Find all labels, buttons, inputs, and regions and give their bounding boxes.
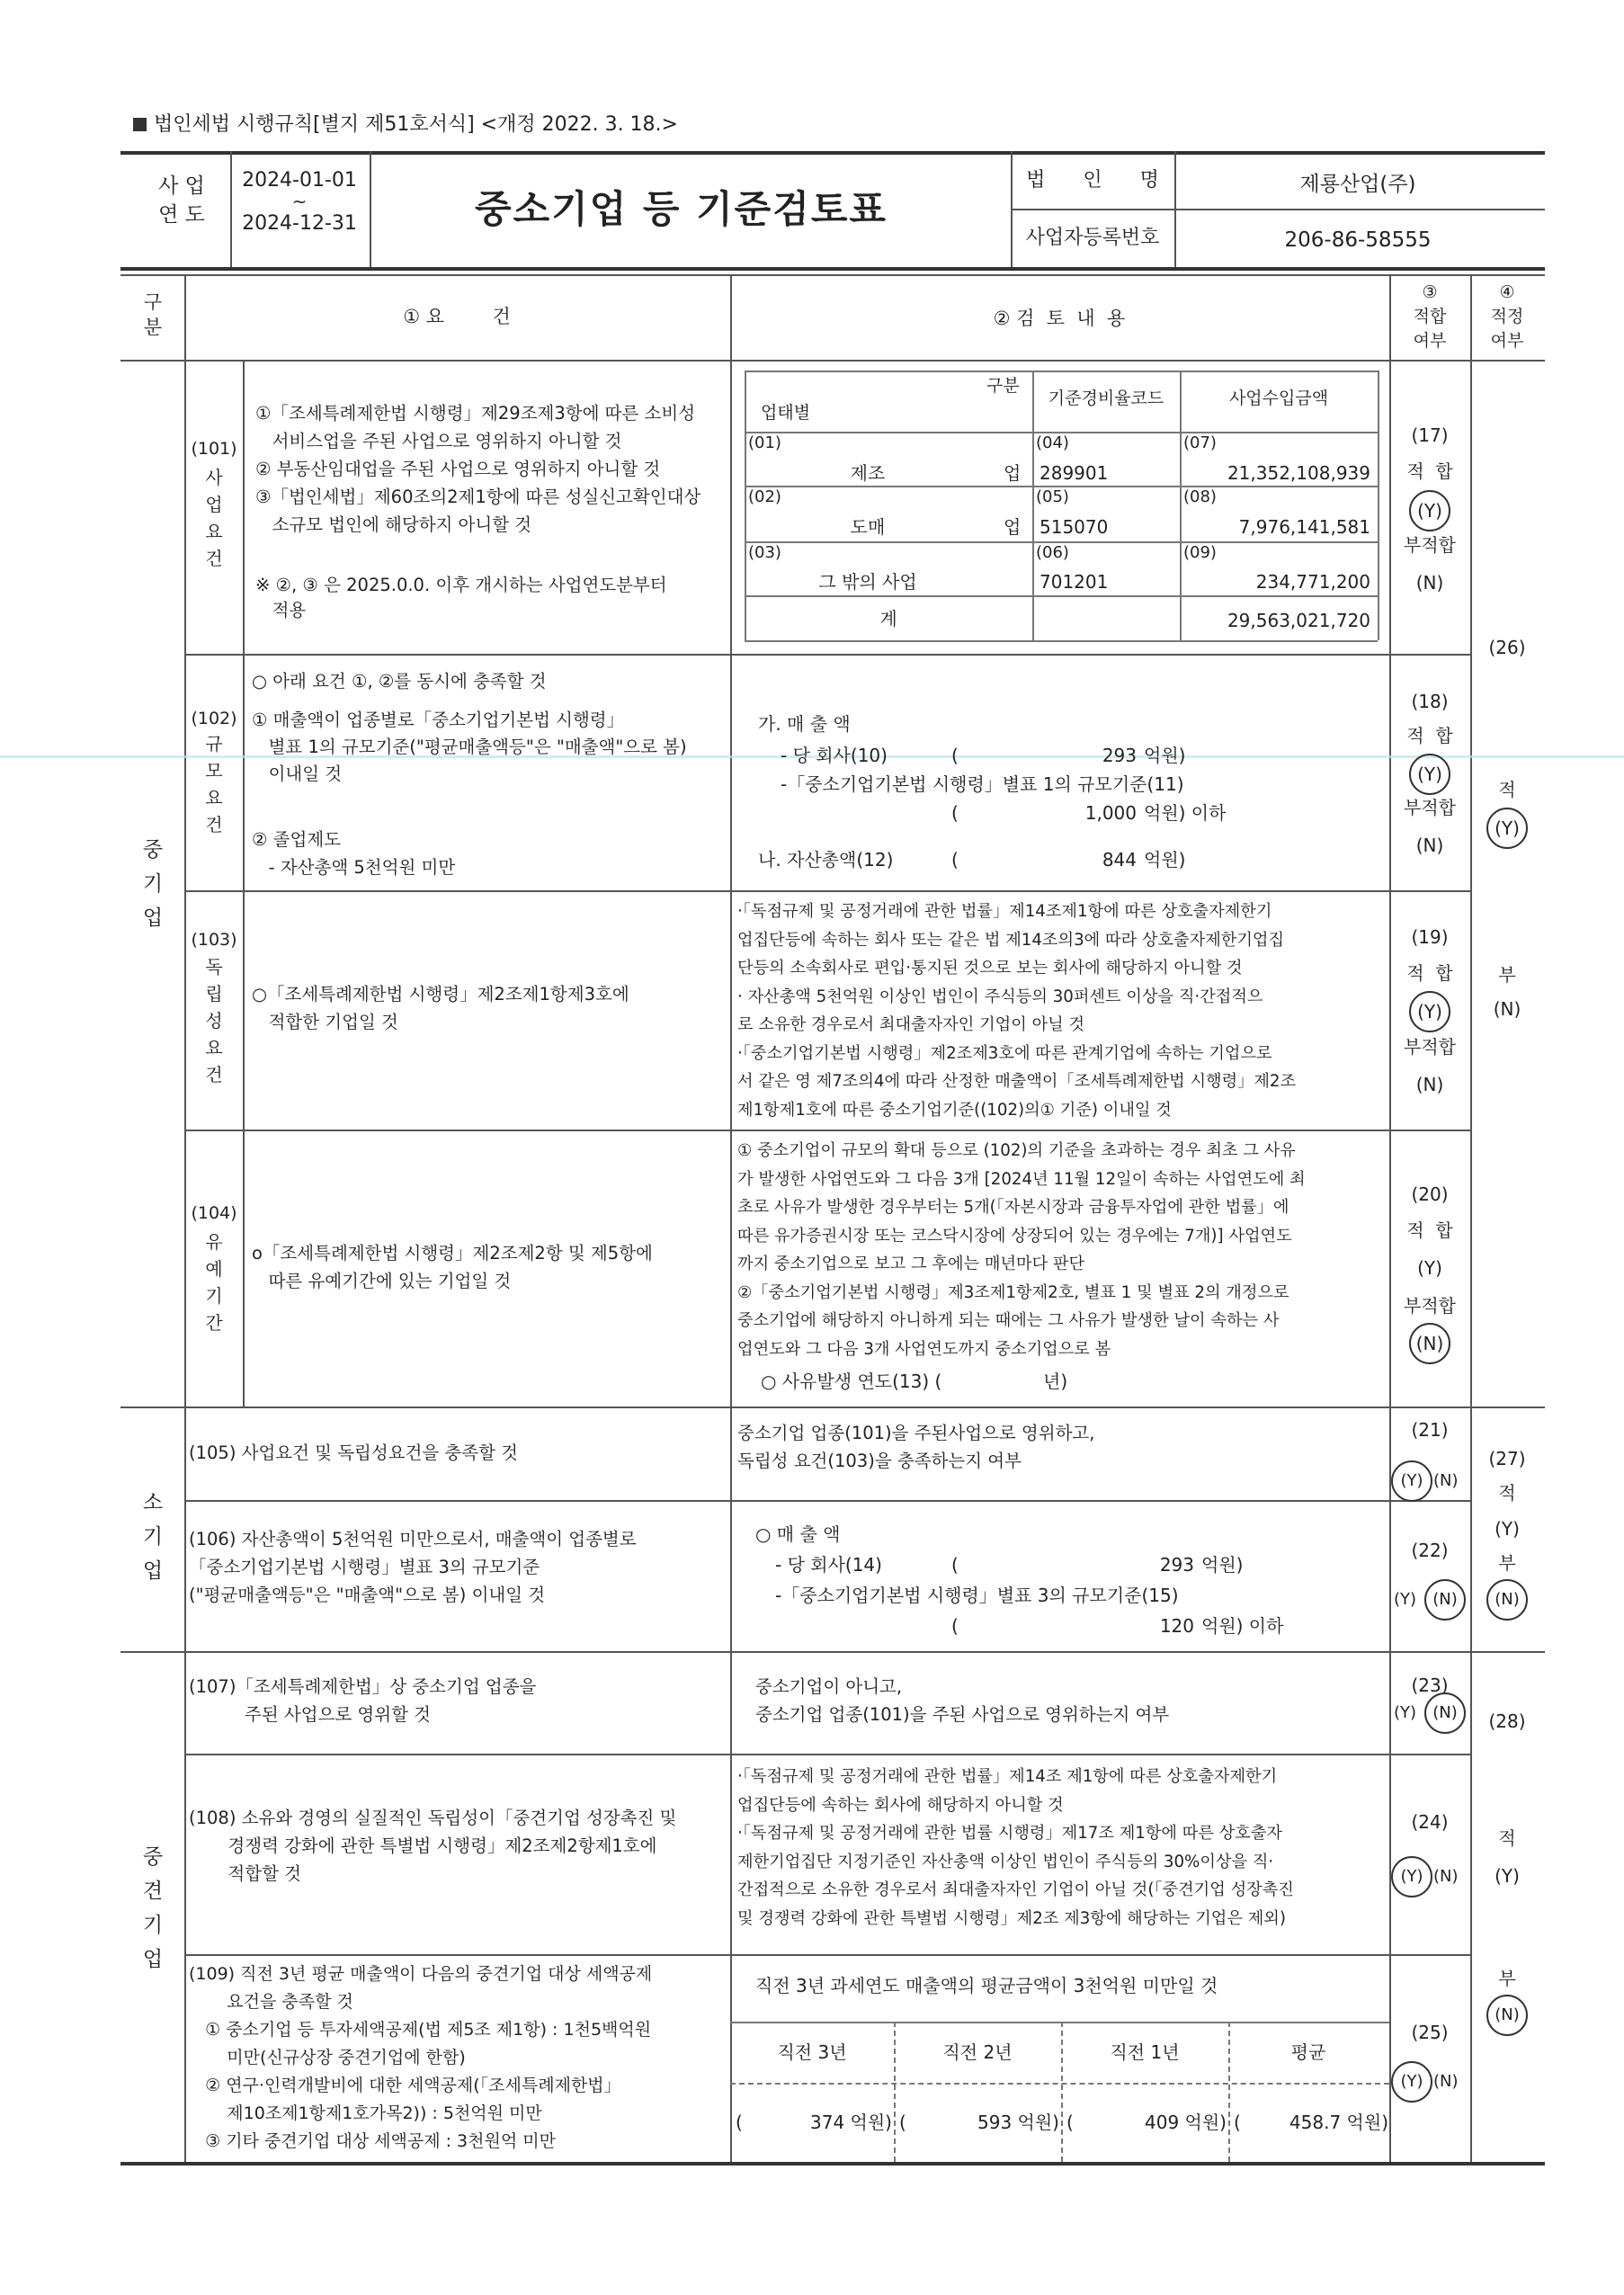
r101-row1-name: 제조 xyxy=(850,462,886,484)
r105-requirement: (105) 사업요건 및 독립성요건을 충족할 것 xyxy=(189,1442,518,1463)
sme-proper-n: (N) xyxy=(1493,998,1521,1020)
r106-rev-a1-unit: 억원) xyxy=(1201,1554,1244,1576)
r104-n-circled: (N) xyxy=(1409,1323,1450,1364)
r102-rev-a: 가. 매 출 액 xyxy=(758,713,851,735)
r101-row1-amtno: (07) xyxy=(1183,433,1217,452)
r106-y: (Y) xyxy=(1394,1590,1417,1609)
sme-proper-unfit: 부 xyxy=(1498,964,1516,986)
r106-rev-a: ○ 매 출 액 xyxy=(755,1523,841,1545)
r107-fit-no: (23) xyxy=(1411,1674,1449,1696)
r105-y-circled: (Y) xyxy=(1391,1460,1432,1502)
col-requirements: ① 요 건 xyxy=(403,306,511,327)
r101-row2-suffix: 업 xyxy=(1004,516,1022,538)
r105-review: 중소기업 업종(101)을 주된사업으로 영위하고, 독립성 요건(103)을 충족하는지 여부 xyxy=(737,1423,1095,1471)
r101-n: (N) xyxy=(1415,572,1444,594)
r109-val-2-open: ( xyxy=(899,2112,906,2133)
r101-total-label: 계 xyxy=(879,608,897,630)
r101-fit: 적 합 xyxy=(1406,460,1453,482)
mid-proper-fit: 적 xyxy=(1498,1827,1516,1849)
r106-rev-a1-val: 293 xyxy=(1159,1554,1194,1576)
r103-unfit: 부적합 xyxy=(1404,1036,1456,1058)
r104-y: (Y) xyxy=(1417,1257,1442,1279)
r102-rev-b-val: 844 xyxy=(1102,849,1137,871)
r101-row1-amount: 21,352,108,939 xyxy=(1227,462,1370,484)
r106-rev-a2-unit: 억원) 이하 xyxy=(1201,1615,1284,1637)
group-small: 소 기 업 xyxy=(142,1491,164,1583)
r104-fit-no: (20) xyxy=(1411,1183,1449,1205)
r102-rev-a1-val: 293 xyxy=(1102,745,1137,766)
mid-proper-no: (28) xyxy=(1488,1710,1526,1732)
period-from: 2024-01-01 xyxy=(242,169,357,192)
r101-row2-amount: 7,976,141,581 xyxy=(1238,516,1370,538)
form-reference-text: 법인세법 시행규칙[별지 제51호서식] <개정 2022. 3. 18.> xyxy=(154,113,678,136)
r106-n-circled: (N) xyxy=(1424,1579,1466,1621)
r101-row2-codeno: (05) xyxy=(1036,487,1069,506)
r109-y-circled: (Y) xyxy=(1391,2061,1432,2103)
r101-row3-no: (03) xyxy=(748,543,781,562)
r107-review: 중소기업이 아니고, 중소기업 업종(101)을 주된 사업으로 영위하는지 여부 xyxy=(755,1676,1170,1725)
col-gubun: 구 분 xyxy=(143,291,163,338)
r101-row2-amtno: (08) xyxy=(1183,487,1217,506)
r108-review: ·「독점규제 및 공정거래에 관한 법률」제14조 제1항에 따른 상호출자제한기 업집단등에 속하는 회사에 해당하지 아니할 것 ·「독점규제 및 공정거래에 관한 법률 시행령」제17조 제1항에 따른 상호출자 제한기업집단 지정기준인 자산총액 이상인 법인이 주식등의 30%이상을 직· 간접적으로 소유한 경우로서 최대출자자인 기업이 아닐 것(「중견기업 성장촉진 및 경쟁력 강화에 관한 특별법 시행령」제2조 제3항에 해당하는 기업은 제외) xyxy=(737,1767,1294,1928)
r103-fit-no: (19) xyxy=(1411,926,1449,948)
r104-unfit: 부적합 xyxy=(1404,1295,1456,1317)
period-to: 2024-12-31 xyxy=(242,212,357,235)
col-proper-1: ④ xyxy=(1499,282,1515,302)
r109-val-1: 374 억원) xyxy=(810,2112,892,2133)
corp-name-label: 법 인 명 xyxy=(1026,169,1159,192)
sme-proper-y-circled: (Y) xyxy=(1486,808,1528,849)
corp-name: 제룡산업(주) xyxy=(1299,173,1416,196)
r102-req-head: ○ 아래 요건 ①, ②를 동시에 충족할 것 xyxy=(252,671,547,692)
square-bullet-icon xyxy=(133,118,147,131)
r102-unfit: 부적합 xyxy=(1404,797,1456,818)
r101-row3-code: 701201 xyxy=(1040,571,1109,593)
r103-label: 독 립 성 요 건 xyxy=(205,956,223,1085)
col-review: ② 검 토 내 용 xyxy=(993,308,1126,329)
r109-val-4-open: ( xyxy=(1234,2112,1241,2133)
r103-requirement: ○「조세특례제한법 시행령」제2조제1항제3호에 적합한 기업일 것 xyxy=(252,984,629,1032)
r109-col-2: 직전 2년 xyxy=(942,2041,1013,2063)
r102-code: (102) xyxy=(191,709,237,728)
r102-rev-a1: - 당 회사(10) xyxy=(781,745,888,766)
r102-fit-no: (18) xyxy=(1411,691,1449,712)
r109-val-1-open: ( xyxy=(736,2112,743,2133)
r101-y-circled: (Y) xyxy=(1409,490,1450,531)
r101-total: 29,563,021,720 xyxy=(1227,610,1370,631)
r101-row1-code: 289901 xyxy=(1040,462,1109,484)
r102-rev-a2: -「중소기업기본법 시행령」별표 1의 규모기준(11) xyxy=(781,773,1184,795)
r103-y-circled: (Y) xyxy=(1409,991,1450,1032)
r102-rev-a2-unit: 억원) 이하 xyxy=(1144,802,1227,824)
col-fit-3: 여부 xyxy=(1413,331,1447,351)
r103-review: ·「독점규제 및 공정거래에 관한 법률」제14조제1항에 따른 상호출자제한기 업집단등에 속하는 회사 또는 같은 법 제14조의3에 따라 상호출자제한기업집 단등의 소속회사로 편입·통지된 것으로 보는 회사에 해당하지 아니할 것 · 자산총액 5천억원 이상인 법인이 주식등의 30퍼센트 이상을 직·간접적으 로 소유한 경우로서 최대출자자인 기업이 아닐 것 ·「중소기업기본법 시행령」제2조제3호에 따른 관계기업에 속하는 기업으로 서 같은 영 제7조의4에 따라 산정한 매출액이「조세특례제한법 시행령」제2조 제1항제1호에 따른 중소기업기준((102)의① 기준) 이내일 것 xyxy=(737,902,1297,1120)
r102-rev-a1-open: ( xyxy=(951,745,959,766)
small-proper-y: (Y) xyxy=(1495,1518,1520,1540)
r101-row2-no: (02) xyxy=(748,487,781,506)
r105-n: (N) xyxy=(1433,1471,1459,1490)
r104-year-label: ○ 사유발생 연도(13) ( xyxy=(761,1371,942,1392)
r102-fit: 적 합 xyxy=(1406,725,1453,746)
r101-row1-codeno: (04) xyxy=(1036,433,1069,452)
r106-fit-no: (22) xyxy=(1411,1540,1449,1561)
r101-row1-no: (01) xyxy=(748,433,781,452)
r108-y-circled: (Y) xyxy=(1391,1856,1432,1898)
r106-rev-a2-open: ( xyxy=(951,1615,959,1637)
group-sme: 중 기 업 xyxy=(142,838,164,930)
r109-rev-head: 직전 3년 과세연도 매출액의 평균금액이 3천억원 미만일 것 xyxy=(755,1975,1218,1996)
r106-rev-a1: - 당 회사(14) xyxy=(775,1554,882,1576)
small-proper-n-circled: (N) xyxy=(1486,1579,1528,1621)
page-title: 중소기업 등 기준검토표 xyxy=(475,187,888,231)
r109-col-1: 직전 3년 xyxy=(777,2041,847,2063)
r101-th-code: 기준경비율코드 xyxy=(1048,388,1164,408)
r101-row1-suffix: 업 xyxy=(1004,462,1022,484)
r109-val-3: 409 억원) xyxy=(1145,2112,1227,2133)
r101-requirement: ①「조세특례제한법 시행령」제29조제3항에 따른 소비성 서비스업을 주된 사업으로 영위하지 아니할 것 ② 부동산임대업을 주된 사업으로 영위하지 아니할 것 ③「법인세법」제60조의2제1항에 따른 성실신고확인대상 소규모 법인에 해당하지 아니할 것 xyxy=(255,403,701,535)
r102-req-2: ② 졸업제도 - 자산총액 5천억원 미만 xyxy=(252,829,456,878)
r101-fit-no: (17) xyxy=(1411,424,1449,446)
year-label-2: 연 도 xyxy=(158,203,205,227)
r107-y: (Y) xyxy=(1394,1703,1417,1722)
r109-val-2: 593 억원) xyxy=(977,2112,1059,2133)
r106-rev-a2: -「중소기업기본법 시행령」별표 3의 규모기준(15) xyxy=(775,1585,1179,1606)
col-fit-2: 적합 xyxy=(1413,307,1447,326)
r109-val-4: 458.7 억원) xyxy=(1289,2112,1388,2133)
col-proper-2: 적정 xyxy=(1490,307,1524,326)
small-proper-fit: 적 xyxy=(1498,1482,1516,1504)
mid-proper-y: (Y) xyxy=(1495,1865,1520,1887)
r107-requirement: (107)「조세특례제한법」상 중소기업 업종을 주된 사업으로 영위할 것 xyxy=(189,1676,537,1725)
mid-proper-unfit: 부 xyxy=(1498,1968,1516,1989)
r101-th-gubun: 구분 xyxy=(986,376,1020,396)
r104-year-end: 년) xyxy=(1043,1371,1068,1392)
r102-req-1: ① 매출액이 업종별로「중소기업기본법 시행령」 별표 1의 규모기준("평균매출액등"은 "매출액"으로 봄) 이내일 것 xyxy=(252,710,687,784)
r101-note: ※ ②, ③ 은 2025.0.0. 이후 개시하는 사업연도분부터 적용 xyxy=(255,575,667,621)
mid-proper-n-circled: (N) xyxy=(1486,1995,1528,2036)
r109-fit-no: (25) xyxy=(1411,2022,1449,2043)
sme-proper-fit: 적 xyxy=(1498,779,1516,800)
r101-row2-code: 515070 xyxy=(1040,516,1109,538)
group-mid: 중 견 기 업 xyxy=(142,1845,164,1971)
r104-requirement: o「조세특례제한법 시행령」제2조제2항 및 제5항에 따른 유예기간에 있는 기업일 것 xyxy=(252,1243,653,1291)
r101-row3-amtno: (09) xyxy=(1183,543,1217,562)
r102-label: 규 모 요 건 xyxy=(205,733,223,835)
r102-rev-b-open: ( xyxy=(951,849,959,871)
r104-code: (104) xyxy=(191,1203,237,1223)
r108-n: (N) xyxy=(1433,1867,1459,1886)
bizno: 206-86-58555 xyxy=(1284,228,1432,252)
r101-code: (101) xyxy=(191,439,237,459)
r102-rev-a1-unit: 억원) xyxy=(1144,745,1186,766)
sme-proper-no: (26) xyxy=(1488,637,1526,658)
form-reference xyxy=(133,115,678,135)
r103-fit: 적 합 xyxy=(1406,962,1453,984)
r105-fit-no: (21) xyxy=(1411,1419,1449,1441)
r101-row2-name: 도매 xyxy=(850,516,886,538)
r104-review: ① 중소기업이 규모의 확대 등으로 (102)의 기준을 초과하는 경우 최초 그 사유 가 발생한 사업연도와 그 다음 3개 [2024년 11월 12일이 속하는 사업연도에 최 초로 사유가 발생한 경우부터는 5개(「자본시장과 금융투자업에 관한 법률」에 따른 유가증권시장 또는 코스닥시장에 상장되어 있는 경우에는 7개)] 사업연도 까지 중소기업으로 보고 그 후에는 매년마다 판단 ②「중소기업기본법 시행령」제3조제1항제2호, 별표 1 및 별표 2의 개정으로 중소기업에 해당하지 아니하게 되는 때에는 그 사유가 발생한 날이 속하는 사 업연도와 그 다음 3개 사업연도까지 중소기업으로 봄 xyxy=(737,1141,1306,1359)
r102-rev-b: 나. 자산총액(12) xyxy=(758,849,894,871)
r108-fit-no: (24) xyxy=(1411,1811,1449,1833)
r109-col-3: 직전 1년 xyxy=(1110,2041,1180,2063)
year-label-1: 사 업 xyxy=(158,174,205,198)
small-proper-unfit: 부 xyxy=(1498,1552,1516,1574)
r102-y-circled: (Y) xyxy=(1409,754,1450,795)
r108-requirement: (108) 소유와 경영의 실질적인 독립성이「중견기업 성장촉진 및 경쟁력 강화에 관한 특별법 시행령」제2조제2항제1호에 적합할 것 xyxy=(189,1808,677,1884)
r101-row3-codeno: (06) xyxy=(1036,543,1069,562)
r109-requirement: (109) 직전 3년 평균 매출액이 다음의 중견기업 대상 세액공제 요건을 충족할 것 ① 중소기업 등 투자세액공제(법 제5조 제1항) : 1천5백억원 미만(신규상장 중견기업에 한함) ② 연구·인력개발비에 대한 세액공제(「조세특례제한법」 제10조제1항제1호가목2)) : 5천억원 미만 ③ 기타 중견기업 대상 세액공제 : 3천원억 미만 xyxy=(189,1964,653,2151)
r106-rev-a1-open: ( xyxy=(951,1554,959,1576)
r101-row3-amount: 234,771,200 xyxy=(1255,571,1370,593)
r107-n-circled: (N) xyxy=(1424,1692,1466,1734)
period-tilde: ~ xyxy=(291,191,308,212)
col-proper-3: 여부 xyxy=(1490,331,1524,351)
r106-requirement: (106) 자산총액이 5천억원 미만으로서, 매출액이 업종별로 「중소기업기본법 시행령」별표 3의 규모기준 ("평균매출액등"은 "매출액"으로 봄) 이내일 것 xyxy=(189,1529,637,1605)
r104-fit: 적 합 xyxy=(1406,1219,1453,1241)
r103-n: (N) xyxy=(1415,1074,1444,1095)
r103-code: (103) xyxy=(191,930,237,950)
r109-val-3-open: ( xyxy=(1066,2112,1074,2133)
col-fit-1: ③ xyxy=(1422,282,1438,302)
bizno-label: 사업자등록번호 xyxy=(1025,227,1160,249)
small-proper-no: (27) xyxy=(1488,1448,1526,1469)
r101-th-amount: 사업수입금액 xyxy=(1228,388,1329,408)
r101-row3-name: 그 밖의 사업 xyxy=(818,571,917,593)
r101-label: 사 업 요 건 xyxy=(205,467,223,569)
r109-col-4: 평균 xyxy=(1290,2041,1326,2063)
r102-rev-a2-val: 1,000 xyxy=(1084,802,1137,824)
r109-n: (N) xyxy=(1433,2072,1459,2091)
r101-th-type: 업태별 xyxy=(761,403,811,423)
r101-unfit: 부적합 xyxy=(1404,534,1456,556)
r102-rev-b-unit: 억원) xyxy=(1144,849,1186,871)
r106-rev-a2-val: 120 xyxy=(1159,1615,1194,1637)
r102-rev-a2-open: ( xyxy=(951,802,959,824)
r104-label: 유 예 기 간 xyxy=(205,1231,223,1334)
r102-n: (N) xyxy=(1415,835,1444,856)
